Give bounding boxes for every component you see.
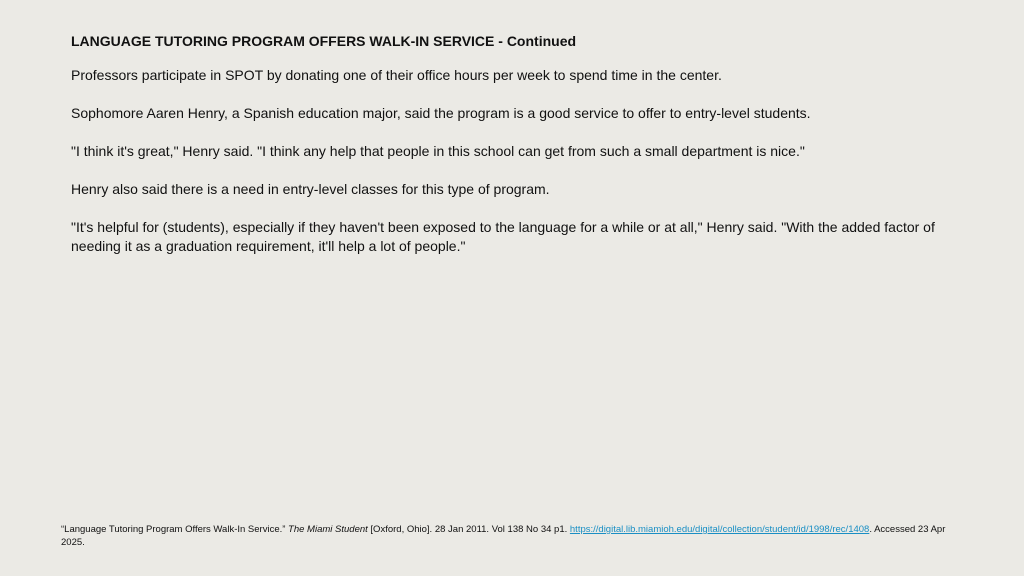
citation-details: [Oxford, Ohio]. 28 Jan 2011. Vol 138 No 34 p1.	[370, 524, 568, 535]
article-paragraph: "It's helpful for (students), especially if they haven't been exposed to the language for a while or at all," Henry said. "With the added factor of needing it as a graduation requirement, it'll help a lot of people."	[71, 219, 935, 254]
citation-publication: The Miami Student	[288, 524, 368, 535]
citation-article-title: “Language Tutoring Program Offers Walk-In Service.”	[61, 524, 286, 535]
article-paragraph: Henry also said there is a need in entry-level classes for this type of program.	[71, 181, 550, 197]
article-paragraph: Professors participate in SPOT by donating one of their office hours per week to spend time in the center.	[71, 67, 722, 83]
article-paragraph: Sophomore Aaren Henry, a Spanish education major, said the program is a good service to offer to entry-level students.	[71, 105, 811, 121]
article-paragraph: "I think it's great," Henry said. "I think any help that people in this school can get from such a small department is nice."	[71, 143, 805, 159]
citation-link[interactable]: https://digital.lib.miamioh.edu/digital/collection/student/id/1998/rec/1408	[569, 524, 870, 535]
article	[71, 32, 971, 275]
citation	[61, 523, 961, 549]
citation-accessed: . Accessed 23 Apr 2025.	[61, 524, 946, 548]
article-title: LANGUAGE TUTORING PROGRAM OFFERS WALK-IN SERVICE - Continued	[71, 33, 577, 49]
